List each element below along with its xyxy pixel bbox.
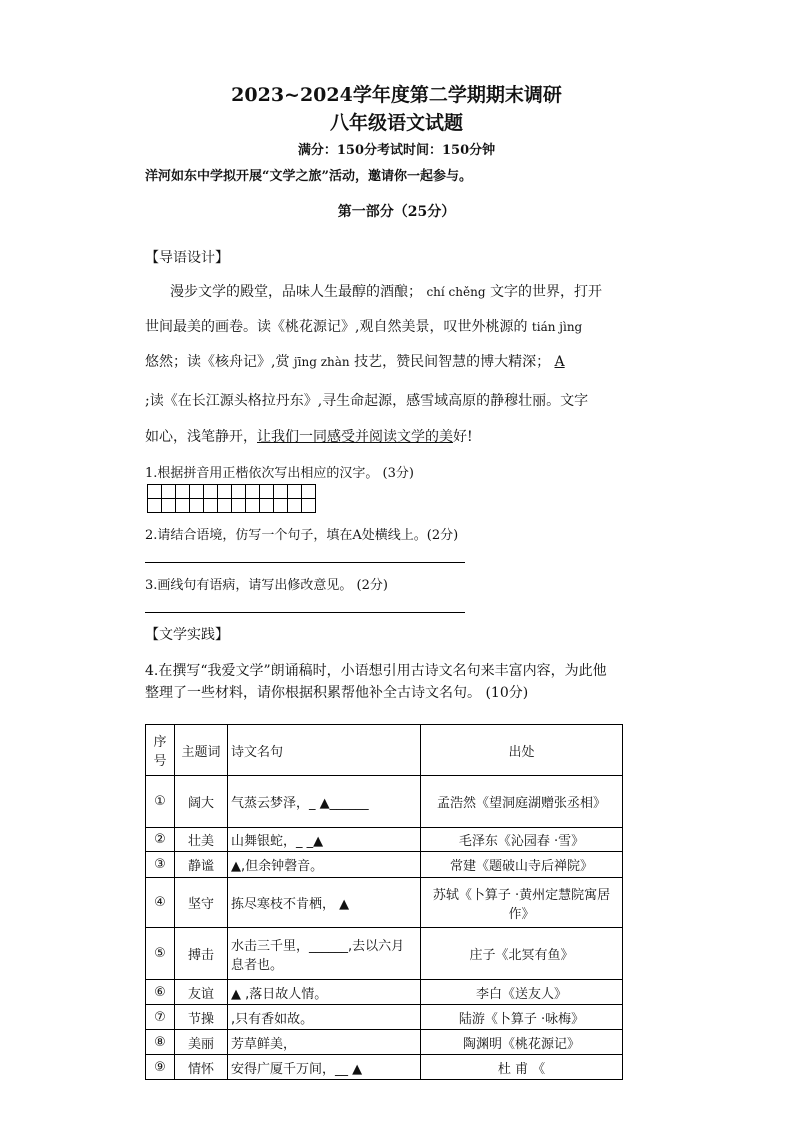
row-verse[interactable]: 气蒸云梦泽，_ ▲______ (228, 776, 421, 828)
row-index: ① (146, 776, 175, 828)
row-index: ④ (146, 878, 175, 928)
header-theme: 主题词 (175, 725, 228, 776)
row-index: ⑥ (146, 980, 175, 1005)
text: 文字的世界，打开 (489, 284, 602, 300)
text: 好! (453, 429, 473, 445)
table-row (146, 828, 623, 852)
question-1: 1.根据拼音用正楷依次写出相应的汉字。 (3分) (145, 466, 414, 481)
intro-line-5 (145, 426, 473, 446)
pinyin: tián jìng (531, 320, 583, 334)
table-row (146, 878, 623, 928)
question-4-line-2: 整理了一些材料，请你根据积累帮他补全古诗文名句。 (10分) (145, 685, 529, 701)
header-verse: 诗文名句 (228, 725, 421, 776)
table-row (146, 852, 623, 878)
row-source: 庄子《北冥有鱼》 (421, 928, 623, 980)
section-heading-intro: 【导语设计】 (145, 250, 229, 266)
part-heading: 第一部分（25分） (337, 204, 456, 220)
row-theme: 节操 (175, 1005, 228, 1030)
answer-grid[interactable] (147, 484, 316, 513)
row-index: ⑧ (146, 1030, 175, 1055)
row-source: 孟浩然《望洞庭湖赠张丞相》 (421, 776, 623, 828)
row-verse[interactable]: ▲,但余钟磬音。 (228, 852, 421, 878)
table-row (146, 1005, 623, 1030)
table-row (146, 1030, 623, 1055)
row-verse[interactable]: ,只有香如故。 (228, 1005, 421, 1030)
exam-subtitle: 八年级语文试题 (329, 112, 463, 134)
row-source: 毛泽东《沁园春 ·雪》 (421, 828, 623, 852)
row-theme: 搏击 (175, 928, 228, 980)
intro-line-2 (145, 316, 582, 336)
row-source: 常建《题破山寺后禅院》 (421, 852, 623, 878)
table-row (146, 1055, 623, 1080)
text: 世间最美的画卷。读《桃花源记》,观自然美景，叹世外桃源的 (145, 319, 528, 335)
row-index: ⑦ (146, 1005, 175, 1030)
exam-title: 2023~2024学年度第二学期期末调研 (231, 84, 562, 106)
pinyin: chí chěng (426, 285, 486, 299)
row-source: 李白《送友人》 (421, 980, 623, 1005)
row-verse[interactable]: 山舞银蛇，_ _▲ (228, 828, 421, 852)
answer-line-2[interactable] (145, 562, 465, 563)
section-heading-practice: 【文学实践】 (145, 627, 229, 643)
question-3: 3.画线句有语病，请写出修改意见。 (2分) (145, 578, 388, 593)
row-theme: 静谧 (175, 852, 228, 878)
text: 漫步文学的殿堂，品味人生最醇的酒酿； (170, 284, 422, 300)
answer-line-3[interactable] (145, 612, 465, 613)
row-verse[interactable]: 拣尽寒枝不肯栖， ▲ (228, 878, 421, 928)
header-source: 出处 (421, 725, 623, 776)
text: 如心，浅笔静开， (145, 429, 257, 445)
table-row (146, 776, 623, 828)
row-source: 苏轼《卜算子 ·黄州定慧院寓居作》 (421, 878, 623, 928)
row-theme: 情怀 (175, 1055, 228, 1080)
text: 技艺，赞民间智慧的博大精深； (354, 354, 551, 370)
question-4-line-1: 4.在撰写“我爱文学”朗诵稿时，小语想引用古诗文名句来丰富内容，为此他 (145, 663, 607, 679)
blank-a: A (554, 354, 565, 370)
row-theme: 壮美 (175, 828, 228, 852)
question-2: 2.请结合语境，仿写一个句子，填在A处横线上。(2分) (145, 528, 459, 543)
table-header-row (146, 725, 623, 776)
row-source: 陶渊明《桃花源记》 (421, 1030, 623, 1055)
row-verse[interactable]: 芳草鲜美， (228, 1030, 421, 1055)
row-verse[interactable]: 安得广厦千万间，__ ▲ (228, 1055, 421, 1080)
row-theme: 美丽 (175, 1030, 228, 1055)
row-theme: 阔大 (175, 776, 228, 828)
underlined-sentence: 让我们一同感受并阅读文学的美 (257, 429, 453, 445)
table-row (146, 980, 623, 1005)
table-row (146, 928, 623, 980)
poem-table (145, 724, 623, 1080)
row-index: ② (146, 828, 175, 852)
pinyin: jīng zhàn (293, 355, 350, 369)
row-verse[interactable]: 水击三千里，______,去以六月息者也。 (228, 928, 421, 980)
row-index: ③ (146, 852, 175, 878)
activity-intro: 洋河如东中学拟开展“文学之旅”活动，邀请你一起参与。 (145, 169, 472, 184)
text: 悠然；读《核舟记》,赏 (145, 354, 290, 370)
exam-meta: 满分：150分考试时间：150分钟 (297, 143, 496, 158)
intro-line-4: ;读《在长江源头格拉丹东》,寻生命起源，感雪域高原的静穆壮丽。文字 (145, 393, 589, 409)
intro-line-3 (145, 351, 565, 371)
intro-line-1 (170, 281, 602, 301)
row-source: 杜 甫 《 (421, 1055, 623, 1080)
row-theme: 友谊 (175, 980, 228, 1005)
row-index: ⑤ (146, 928, 175, 980)
row-verse[interactable]: ▲ ,落日故人情。 (228, 980, 421, 1005)
row-source: 陆游《卜算子 ·咏梅》 (421, 1005, 623, 1030)
row-index: ⑨ (146, 1055, 175, 1080)
header-index: 序 号 (146, 725, 175, 776)
row-theme: 坚守 (175, 878, 228, 928)
